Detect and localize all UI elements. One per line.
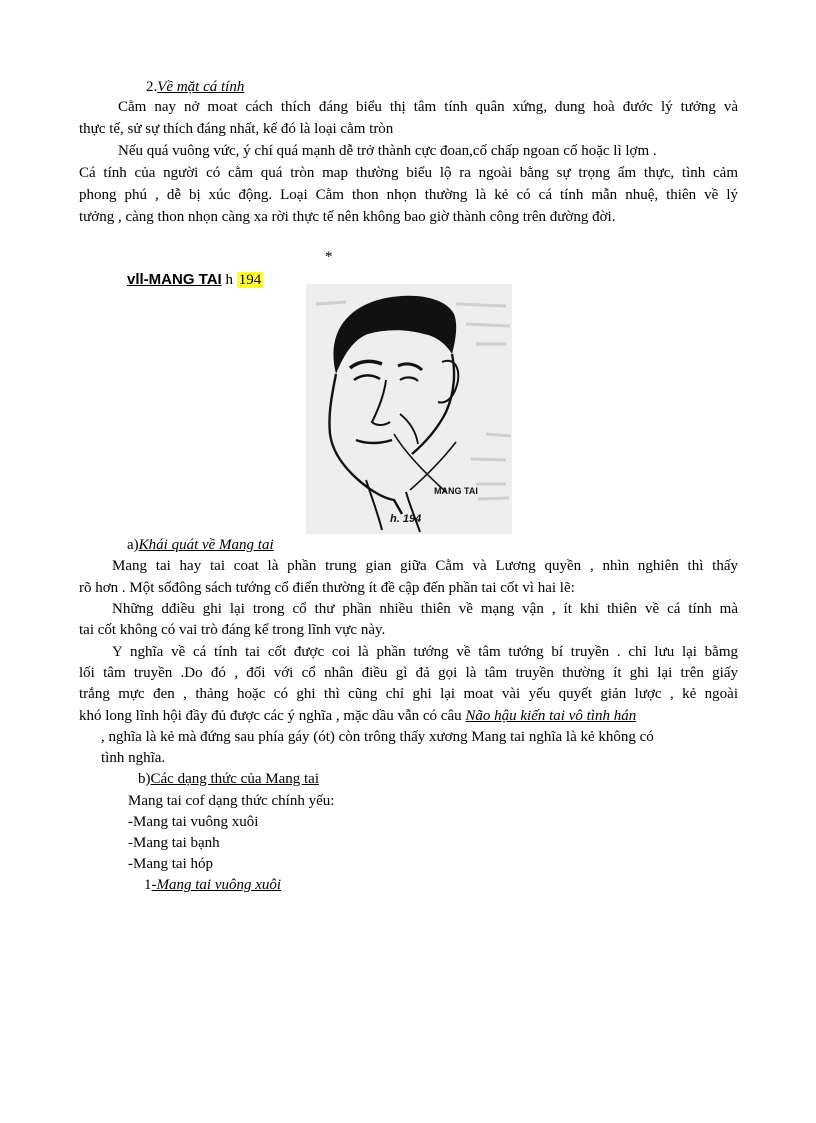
- sub-a-p1-line-2: rõ hơn . Một sốđông sách tướng cổ điển thường ít đề cập đến phần tai cốt vì hai lẽ:: [79, 580, 575, 596]
- section-2-number: 2.: [146, 79, 158, 95]
- section-2-p1-line-2: thực tế, sử sự thích đáng nhất, kế đó là loại cằm tròn: [79, 121, 394, 137]
- section-2-p2-line-3: phong phú , dễ bị xúc động. Loại Cằm thon nhọn thường là kẻ có cá tính mẫn nhuệ, thiên về lý: [79, 187, 738, 203]
- figure-number: h. 194: [390, 513, 422, 525]
- figure-reference-badge: 194: [238, 272, 262, 288]
- sub-1-heading: [144, 876, 281, 895]
- sub-a-heading: [127, 536, 274, 555]
- section-7-title: vll-MANG TAI: [127, 271, 222, 288]
- section-2-p2-line-1: Nếu quá vuông vức, ý chí quá mạnh dễ trở thành cực đoan,cố chấp ngoan cố hoặc lì lợm .: [118, 143, 657, 159]
- sub-a-p3-line-4-text: khó long lĩnh hội đầy đủ được các ý nghĩa , mặc dầu vẫn có câu: [79, 708, 462, 724]
- section-2-p1-line-1: Cằm nay nở moat cách thích đáng biểu thị tâm tính quân xứng, dung hoà đước lý tưởng và: [118, 99, 738, 115]
- sub-a-p3-line-1: Y nghĩa về cá tính tai cốt được coi là phần tướng về tâm tướng bí truyền . chỉ lưu lại bằmg: [112, 644, 738, 660]
- section-2-p2-line-2: Cá tính của người có cằm quá tròn map thường biểu lộ ra ngoài bằng sự trọng ẩm thực, tình cảm: [79, 165, 738, 181]
- sub-b-title: Các dạng thức của Mang tai: [150, 771, 319, 787]
- figure-label: MANG TAI: [434, 486, 478, 496]
- sub-a-p3-line-4: [79, 707, 636, 726]
- sub-a-p3-line-3: trắng mực đen , thảng hoặc có ghi thì cũng chỉ ghi lại moat vài yếu quyết giản lược , kẻ ngoài: [79, 686, 738, 702]
- sub-b-item-1: -Mang tai vuông xuôi: [128, 814, 259, 830]
- sub-b-prefix: b): [138, 771, 151, 787]
- portrait-figure: [306, 284, 512, 534]
- sub-b-item-2: -Mang tai bạnh: [128, 835, 220, 851]
- section-2-title: Về mặt cá tính: [157, 79, 245, 95]
- section-7-h: h: [225, 272, 233, 288]
- section-2-p2-line-4: tưởng , càng thon nhọn càng xa rời thực tế nên không bao giờ thành công trên đường đời.: [79, 209, 616, 225]
- sub-a-p2-line-1: Những dđiều ghi lại trong cổ thư phần nhiều thiên về mạng vận , ít khi thiên về cá tính mà: [112, 601, 738, 617]
- sub-a-quote: Não hậu kiến tai vô tình hán: [465, 708, 637, 724]
- sub-a-title: Khái quát về Mang tai: [138, 537, 274, 553]
- sub-a-p2-line-2: tai cốt không có vai trò đáng kể trong lĩnh vực này.: [79, 622, 386, 638]
- sub-a-p4-line-1: , nghĩa là kẻ mà đứng sau phía gáy (ót) còn trông thấy xương Mang tai nghĩa là kẻ không có: [101, 729, 654, 745]
- section-2-heading: [146, 78, 244, 97]
- sub-b-intro: Mang tai cof dạng thức chính yếu:: [128, 793, 335, 809]
- sub-a-p4-line-2: tình nghĩa.: [101, 750, 166, 766]
- sub-b-heading: [138, 770, 319, 789]
- section-7-heading: [127, 270, 263, 290]
- sub-b-item-3: -Mang tai hóp: [128, 856, 213, 872]
- portrait-drawing: [306, 284, 512, 534]
- sub-1-prefix: 1: [144, 877, 152, 893]
- asterisk-marker: *: [325, 249, 333, 265]
- sub-a-p3-line-2: lối tâm truyền .Do đó , đối với cổ nhân điều gì đả gọi là tâm truyền thường ít ghi lại trên giấy: [79, 665, 738, 681]
- sub-a-prefix: a): [127, 537, 139, 553]
- sub-1-title: -Mang tai vuông xuôi: [151, 877, 282, 893]
- sub-a-p1-line-1: Mang tai hay tai coat là phần trung gian giữa Cằm và Lương quyền , nhìn nghiên thì thấy: [112, 558, 738, 574]
